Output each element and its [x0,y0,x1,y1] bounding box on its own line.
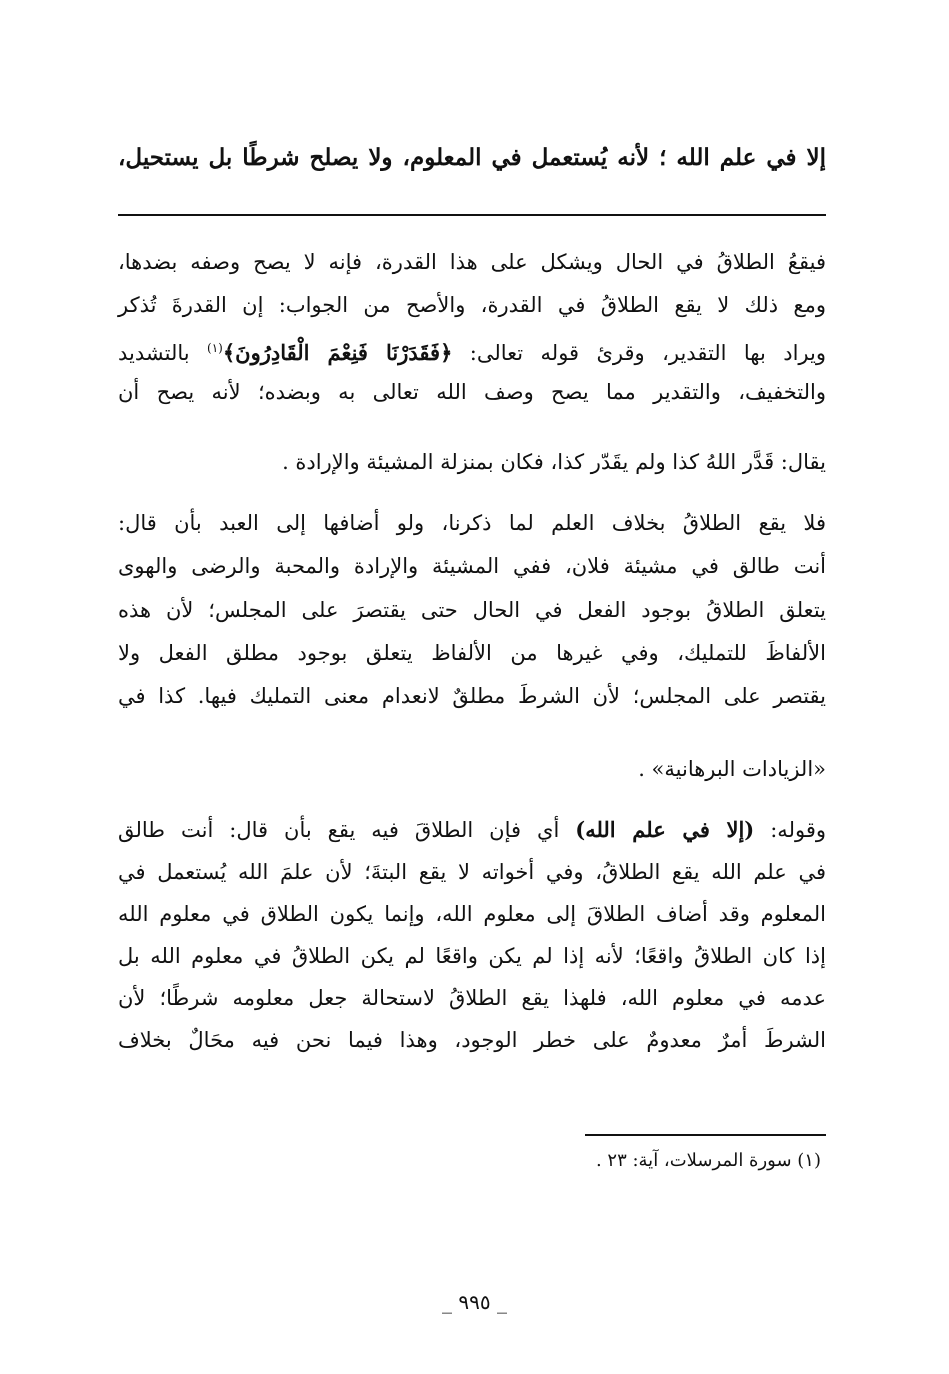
body-line: يتعلق الطلاقُ بوجود الفعل في الحال حتى يقتصرَ على المجلس؛ لأن هذه [118,598,826,622]
body-line: أنت طالق في مشيئة فلان، ففي المشيئة والإرادة والمحبة والرضى والهوى [118,554,826,578]
body-line: «الزيادات البرهانية» . [638,757,826,781]
body-text: ويراد بها التقدير، وقرئ قوله تعالى: [469,341,826,365]
continued-matn-line: إلا في علم الله ؛ لأنه يُستعمل في المعلوم، ولا يصلح شرطًا بل يستحيل، [118,144,826,171]
body-text: وقوله: [770,818,826,842]
body-line: الشرطَ أمرٌ معدومٌ على خطر الوجود، وهذا فيما نحن فيه محَالٌ بخلاف [118,1028,826,1052]
body-line: الألفاظَ للتمليك، وفي غيرها من الألفاظ يتعلق بوجود مطلق الفعل ولا [118,641,826,665]
body-line [118,815,826,845]
page-number: _ ٩٩٥ _ [442,1290,507,1314]
body-line: المعلوم وقد أضاف الطلاقَ إلى معلوم الله، وإنما يكون الطلاق في معلوم الله [118,902,826,926]
body-line: يقتصر على المجلس؛ لأن الشرطَ مطلقٌ لانعدام معنى التمليك فيها. كذا في [118,684,826,708]
footnote: (١) سورة المرسلات، آية: ٢٣ . [595,1150,821,1171]
body-line: إذا كان الطلاقُ واقعًا؛ لأنه إذا لم يكن واقعًا لم يكن الطلاقُ في معلوم الله بل [118,944,826,968]
body-line [118,333,826,368]
body-text: بالتشديد [118,341,190,365]
footnote-separator-rule [585,1134,826,1136]
quoted-matn: (إلا في علم الله) [575,817,755,842]
body-line: يقال: قَدَّر اللهُ كذا ولم يقَدّر كذا، فكان بمنزلة المشيئة والإرادة . [282,450,826,474]
body-line: والتخفيف، والتقدير مما يصح وصف الله تعالى به وبضده؛ لأنه يصح أن [118,380,826,404]
body-line: ومع ذلك لا يقع الطلاقُ في القدرة، والأصح من الجواب: إن القدرةَ تُذكر [118,293,826,317]
footnote-ref: (١) [207,341,223,355]
body-line: فيقعُ الطلاقُ في الحال ويشكل على هذا القدرة، فإنه لا يصح وصفه بضدها، [118,250,826,274]
matn-separator-rule [118,214,826,216]
body-line: في علم الله يقع الطلاقُ، وفي أخواته لا يقع البتةَ؛ لأن علمَ الله يُستعمل في [118,860,826,884]
body-text: أي فإن الطلاقَ فيه يقع بأن قال: أنت طالق [118,818,560,842]
body-line: عدمه في معلوم الله، فلهذا يقع الطلاقُ لاستحالة جعل معلومه شرطًا؛ لأن [118,986,826,1010]
quran-verse: ﴿فَقَدَرْنَا فَنِعْمَ الْقَادِرُونَ﴾ [222,340,453,365]
body-line: فلا يقع الطلاقُ بخلاف العلم لما ذكرنا، ولو أضافها إلى العبد بأن قال: [118,511,826,535]
